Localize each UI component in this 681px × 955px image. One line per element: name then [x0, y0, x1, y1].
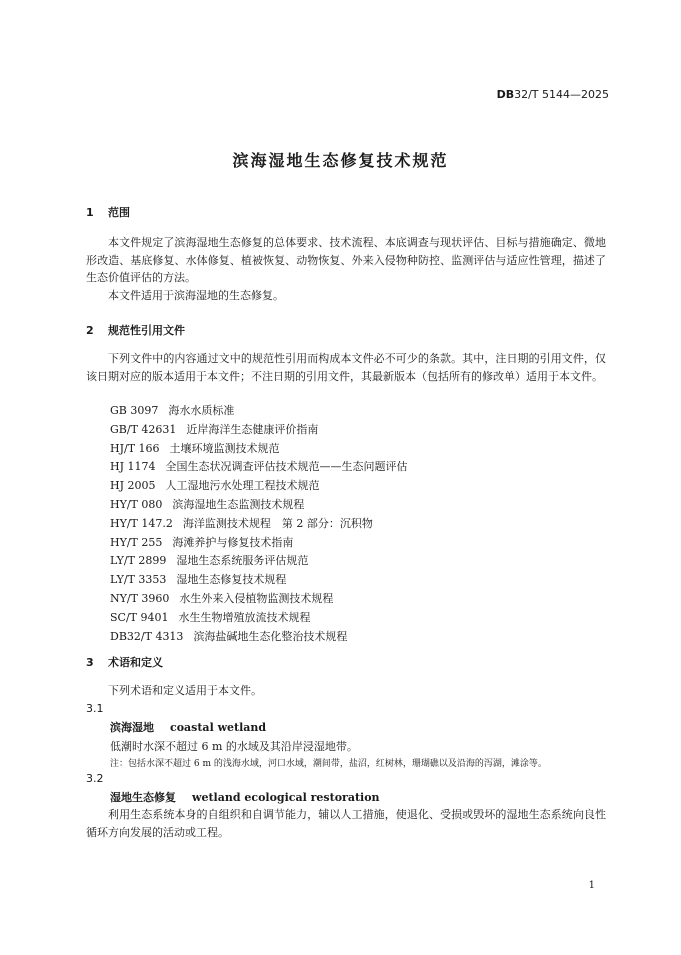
section-heading-normative-references: 2 规范性引用文件	[86, 324, 185, 337]
list-item: HY/T 080 滨海湿地生态监测技术规程	[110, 497, 305, 511]
list-item: GB/T 42631 近岸海洋生态健康评价指南	[110, 422, 319, 436]
list-item: HJ 2005 人工湿地污水处理工程技术规范	[110, 479, 320, 493]
scope-paragraph: 本文件规定了滨海湿地生态修复的总体要求、技术流程、本底调查与现状评估、目标与措施确定、微地形改造、基底修复、水体修复、植被恢复、动物恢复、外来入侵物种防控、监测评估与适应性管理，描述了生态价值评估的方法。	[86, 236, 606, 284]
section-heading-scope: 1 范围	[86, 206, 130, 219]
list-item: HY/T 255 海滩养护与修复技术指南	[110, 535, 294, 549]
reference-list	[110, 402, 408, 646]
term-note: 注：包括水深不超过 6 m 的浅海水域，河口水域，潮间带，盐沼，红树林，珊瑚礁以及沿海的泻湖，滩涂等。	[110, 759, 547, 769]
list-item: HJ/T 166 土壤环境监测技术规范	[110, 441, 280, 455]
page-number: 1	[588, 880, 595, 891]
list-item: LY/T 2899 湿地生态系统服务评估规范	[110, 554, 309, 568]
document-title: 滨海湿地生态修复技术规范	[232, 151, 449, 170]
list-item: GB 3097 海水水质标准	[110, 404, 235, 417]
list-item: NY/T 3960 水生外来入侵植物监测技术规程	[110, 591, 334, 605]
term-heading: 滨海湿地 coastal wetland	[110, 721, 267, 734]
scope-applicability: 本文件适用于滨海湿地的生态修复。	[108, 289, 284, 302]
term-number: 3.2	[86, 772, 104, 785]
document-number: DB32/T 5144—2025	[496, 88, 609, 101]
terms-intro: 下列术语和定义适用于本文件。	[108, 684, 262, 697]
list-item: HY/T 147.2 海洋监测技术规程 第 2 部分：沉积物	[110, 516, 373, 530]
list-item: DB32/T 4313 滨海盐碱地生态化整治技术规程	[110, 629, 348, 643]
term-number: 3.1	[86, 702, 104, 715]
section-heading-terms: 3 术语和定义	[86, 656, 163, 669]
list-item: HJ 1174 全国生态状况调查评估技术规范——生态问题评估	[110, 460, 408, 474]
list-item: SC/T 9401 水生生物增殖放流技术规程	[110, 610, 311, 624]
term-definition: 低潮时水深不超过 6 m 的水域及其沿岸浸湿地带。	[110, 740, 358, 753]
term-definition: 利用生态系统本身的自组织和自调节能力，辅以人工措施，使退化、受损或毁坏的湿地生态系统向良性循环方向发展的活动或工程。	[86, 808, 606, 839]
normative-intro-paragraph: 下列文件中的内容通过文中的规范性引用而构成本文件必不可少的条款。其中，注日期的引用文件，仅该日期对应的版本适用于本文件；不注日期的引用文件，其最新版本（包括所有的修改单）适用于本文件。	[86, 352, 606, 383]
list-item: LY/T 3353 湿地生态修复技术规程	[110, 573, 287, 587]
term-heading: 湿地生态修复 wetland ecological restoration	[110, 791, 380, 804]
